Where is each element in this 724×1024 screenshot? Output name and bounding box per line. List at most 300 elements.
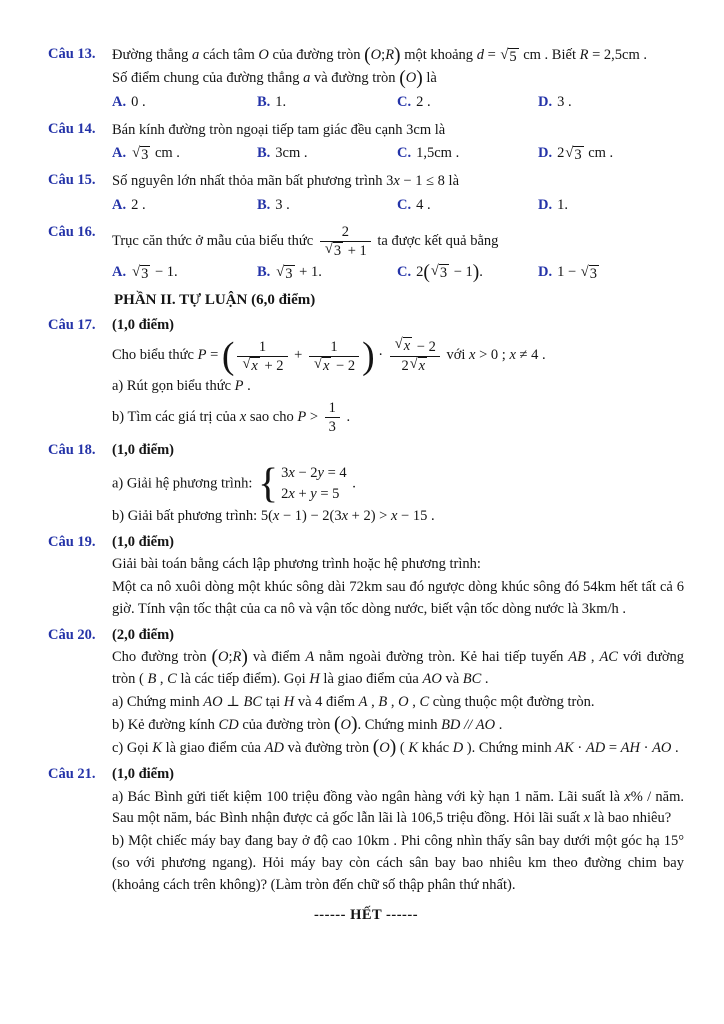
question-16: [48, 222, 684, 286]
text-run: + 2) >: [348, 507, 391, 524]
denominator: [309, 357, 359, 375]
answer-option: [538, 92, 684, 114]
question-label: Câu 21.: [48, 765, 96, 782]
paren-content: [430, 262, 473, 284]
text-run: 3: [333, 242, 342, 259]
sqrt-sign: √: [276, 264, 285, 281]
text-run: và đường tròn: [310, 70, 400, 87]
sqrt-sign: √: [430, 262, 439, 279]
question-points: (1,0 điểm): [112, 765, 175, 782]
question-15: [48, 170, 684, 219]
text-run: Số nguyên lớn nhất thỏa mãn bất phương trình 3: [112, 173, 394, 190]
option-letter: D.: [538, 196, 553, 213]
text-run: Cho biểu thức: [112, 347, 198, 364]
text-run: 2 .: [416, 93, 431, 110]
text-run: ≠ 4 .: [515, 347, 546, 364]
text-run: Bán kính đường tròn ngoại tiếp tam giác đều cạnh 3cm là: [112, 121, 446, 138]
paren-group: [373, 738, 397, 760]
text-run: +: [290, 347, 306, 364]
paren-group: [423, 262, 479, 284]
question-body: [112, 315, 684, 438]
fraction: [237, 338, 287, 376]
open-paren: (: [364, 44, 371, 66]
answer-option: [397, 143, 538, 165]
text-run: 3: [285, 266, 293, 283]
math-variable: AO: [475, 717, 496, 734]
text-run: với đường tròn (: [112, 649, 688, 688]
text-run: tại: [262, 694, 284, 711]
text-run: .: [479, 264, 483, 281]
question-paragraph: [112, 335, 684, 378]
text-run: 3: [281, 464, 289, 481]
sqrt-sign: √: [409, 355, 418, 372]
question-paragraph: [112, 460, 684, 507]
answer-option: [257, 195, 397, 217]
math-variable: x: [583, 810, 591, 827]
text-run: Cho đường tròn: [112, 649, 212, 666]
question-17: [48, 315, 684, 438]
text-run: 1,5cm .: [416, 145, 460, 162]
close-paren: ): [389, 737, 397, 759]
math-variable: R: [385, 47, 395, 63]
math-variable: C: [167, 671, 177, 688]
question-line: [112, 120, 684, 142]
text-run: % / năm. Sau một năm, bác Bình nhận được cả gốc lẫn lãi là 106,5 triệu đồng. Hỏi lãi suất: [112, 788, 688, 827]
question-paragraph: [112, 399, 684, 436]
text-run: =: [206, 347, 222, 364]
text-run: của đường tròn: [238, 717, 334, 734]
denominator: [325, 418, 340, 436]
end-marker: ------ HẾT ------: [313, 907, 419, 924]
text-run: + 1: [344, 243, 367, 260]
sqrt-sign: √: [313, 355, 322, 372]
math-variable: x: [509, 347, 516, 364]
question-20: [48, 625, 688, 761]
question-paragraph: [112, 692, 684, 714]
question-line: [112, 223, 684, 261]
math-variable: A: [358, 694, 368, 711]
text-run: 1.: [275, 93, 287, 110]
text-run: − 1: [450, 264, 473, 281]
text-run: .: [481, 671, 489, 688]
paren-group: [334, 715, 358, 737]
text-run: c) Gọi: [112, 740, 153, 757]
radicand: [140, 265, 150, 283]
question-label: Câu 16.: [48, 223, 96, 240]
math-variable: x: [393, 173, 400, 190]
paren-content: [406, 68, 416, 90]
text-run: 3: [589, 266, 598, 283]
math-variable: a: [303, 70, 311, 87]
question-paragraph: [112, 715, 684, 737]
radical: [410, 357, 427, 375]
text-run: a) Chứng minh: [112, 694, 204, 711]
paren-content: [379, 738, 389, 760]
question-label: Câu 14.: [48, 120, 96, 137]
text-run: là giao điểm của: [161, 740, 265, 757]
option-letter: A.: [112, 264, 127, 281]
close-paren: ): [394, 44, 401, 66]
numerator: [309, 338, 359, 357]
question-body: [112, 44, 684, 116]
close-paren: ): [241, 646, 248, 668]
option-letter: C.: [397, 264, 412, 281]
text-run: cm . Biết: [519, 47, 580, 64]
option-letter: B.: [257, 93, 271, 110]
numerator: [325, 399, 340, 418]
fraction: [320, 223, 371, 261]
math-variable: y: [310, 485, 317, 502]
text-run: = 4: [323, 464, 347, 481]
text-run: a) Bác Bình gửi tiết kiệm 100 triệu đồng vào ngân hàng với kỳ hạn 1 năm. Lãi suất là: [112, 788, 625, 805]
math-variable: d: [476, 47, 484, 64]
text-run: ·: [374, 347, 387, 364]
text-run: nằm ngoài đường tròn. Kẻ hai tiếp tuyến: [314, 649, 569, 666]
text-run: là bao nhiêu?: [590, 810, 672, 827]
math-variable: x: [288, 485, 295, 502]
text-run: 2: [341, 223, 349, 240]
question-body: [112, 170, 684, 219]
options-row: [112, 92, 684, 114]
sqrt-sign: √: [132, 145, 141, 162]
question-body: [112, 440, 684, 529]
math-variable: x: [341, 507, 349, 524]
question-19: [48, 532, 688, 622]
paren-group: [399, 68, 423, 90]
text-run: là: [422, 70, 437, 87]
text-run: ;: [381, 47, 386, 63]
system-rows: [281, 463, 347, 505]
text-run: − 2: [413, 338, 436, 355]
question-label: Câu 17.: [48, 316, 96, 333]
text-run: ·: [573, 740, 586, 757]
close-paren: ): [416, 67, 423, 89]
text-run: .: [671, 740, 679, 757]
answer-option: [397, 195, 538, 217]
math-variable: P: [234, 378, 244, 395]
question-14: [48, 119, 684, 168]
question-body: [112, 625, 688, 761]
question-body: [112, 119, 684, 168]
math-variable: y: [317, 464, 324, 481]
question-paragraph: [112, 376, 684, 398]
radical: [565, 146, 583, 164]
answer-option: [538, 143, 684, 165]
math-variable: a: [191, 47, 200, 64]
radicand: [573, 146, 583, 164]
close-paren: ): [350, 714, 358, 736]
open-paren: (: [211, 646, 219, 668]
question-21: [48, 764, 688, 898]
math-variable: O: [398, 694, 409, 711]
math-variable: x: [469, 347, 476, 364]
option-letter: D.: [538, 145, 553, 162]
text-run: cm .: [584, 145, 614, 162]
answer-option: [257, 92, 397, 114]
text-run: =: [605, 740, 621, 757]
option-letter: A.: [112, 196, 127, 213]
question-label: Câu 20.: [48, 626, 96, 643]
answer-option: [538, 195, 684, 217]
question-paragraph: [112, 738, 684, 760]
radicand: [140, 146, 150, 164]
radicand: [250, 357, 259, 375]
denominator: [320, 242, 371, 260]
text-run: 2: [557, 145, 565, 162]
text-run: 2: [401, 358, 409, 375]
section-heading: PHẦN II. TỰ LUẬN (6,0 điểm): [114, 292, 316, 309]
math-variable: O: [218, 649, 229, 666]
text-run: và đường tròn: [283, 740, 373, 757]
text-run: .: [348, 475, 356, 492]
answer-option: [112, 262, 257, 284]
answer-option: [112, 92, 257, 114]
math-variable: CD: [218, 717, 239, 734]
sqrt-sign: √: [500, 47, 509, 64]
text-run: 3: [439, 264, 448, 281]
text-run: cách tâm: [199, 47, 259, 64]
text-run: 3 .: [557, 93, 572, 110]
text-run: ). Chứng minh: [463, 740, 556, 757]
radical: [132, 146, 150, 164]
text-run: ,: [367, 694, 379, 711]
text-run: a) Giải hệ phương trình:: [112, 475, 256, 492]
text-run: = 2,5cm .: [588, 47, 647, 64]
text-run: cùng thuộc một đường tròn.: [429, 694, 595, 711]
text-run: − 15 .: [397, 507, 435, 524]
radical: [500, 48, 518, 66]
text-run: − 2: [332, 357, 356, 374]
option-letter: B.: [257, 196, 271, 213]
math-variable: BC: [243, 694, 262, 711]
question-paragraph: [112, 787, 688, 831]
question-paragraph: [112, 577, 688, 621]
question-label: Câu 13.: [48, 46, 96, 62]
math-variable: x: [418, 357, 426, 374]
text-run: = 5: [316, 485, 340, 502]
exam-document: [48, 44, 688, 927]
radicand: [403, 337, 412, 355]
math-variable: O: [379, 739, 390, 756]
math-variable: P: [197, 347, 207, 364]
numerator: [237, 338, 287, 357]
system-brace: {: [257, 460, 279, 507]
math-variable: O: [405, 69, 417, 86]
text-run: 2: [416, 264, 424, 281]
open-paren: (: [399, 67, 406, 89]
text-run: >: [306, 408, 322, 425]
answer-option: [257, 262, 397, 284]
text-run: .: [243, 378, 251, 395]
text-run: một khoảng: [400, 47, 477, 64]
text-run: b) Tìm các giá trị của: [112, 408, 240, 425]
math-variable: AK: [555, 740, 574, 757]
text-run: − 1 ≤ 8 là: [399, 173, 460, 190]
math-variable: BD: [441, 717, 461, 734]
close-paren: ): [362, 335, 375, 378]
math-variable: AH: [620, 740, 640, 757]
math-variable: R: [232, 649, 242, 666]
text-run: . Chứng minh: [357, 717, 442, 734]
text-run: − 2: [294, 464, 318, 481]
math-variable: AO: [422, 671, 442, 688]
math-variable: x: [239, 408, 247, 425]
option-letter: D.: [538, 264, 553, 281]
text-run: − 1.: [151, 264, 178, 281]
math-variable: //: [464, 717, 473, 734]
denominator: [390, 357, 440, 375]
radical: [314, 357, 331, 375]
text-run: và 4 điểm: [294, 694, 359, 711]
text-run: ,: [586, 649, 600, 666]
open-paren: (: [372, 737, 380, 759]
math-variable: D: [452, 740, 464, 757]
option-letter: B.: [257, 264, 271, 281]
question-paragraph: [112, 646, 688, 691]
text-run: b) Giải bất phương trình: 5(: [112, 507, 273, 524]
paren-content: [234, 338, 362, 376]
text-run: 2: [281, 485, 289, 502]
text-run: Trục căn thức ở mẫu của biểu thức: [112, 232, 317, 249]
math-variable: AD: [585, 740, 606, 757]
sqrt-sign: √: [394, 336, 403, 353]
answer-option: [397, 92, 538, 114]
text-run: cm .: [151, 145, 180, 162]
text-run: và điểm: [247, 649, 306, 666]
math-variable: B: [378, 694, 388, 711]
text-run: 4 .: [416, 196, 431, 213]
sqrt-sign: √: [565, 145, 574, 162]
question-18: [48, 440, 684, 529]
text-run: 3: [574, 147, 582, 164]
text-run: + 2: [260, 357, 284, 374]
paren-group: [364, 45, 400, 67]
radical: [325, 242, 343, 260]
text-run: .: [342, 408, 351, 425]
question-points: (1,0 điểm): [112, 442, 175, 459]
question-label: Câu 15.: [48, 172, 96, 189]
answer-option: [112, 143, 257, 165]
question-paragraph: [112, 831, 688, 896]
text-run: 3cm .: [275, 145, 308, 162]
text-run: 1 −: [557, 264, 580, 281]
text-run: (: [396, 740, 409, 757]
radical: [132, 265, 150, 283]
paren-content: [340, 715, 350, 737]
text-run: ,: [408, 694, 420, 711]
radical: [431, 264, 449, 282]
question-points: (1,0 điểm): [112, 533, 175, 550]
question-label: Câu 18.: [48, 442, 96, 459]
question-line: [112, 171, 684, 193]
paren-content: [371, 45, 394, 67]
math-variable: C: [419, 694, 430, 711]
question-points: (2,0 điểm): [112, 626, 175, 643]
option-letter: C.: [397, 145, 412, 162]
close-paren: ): [472, 261, 480, 283]
question-paragraph: [112, 554, 684, 576]
text-run: 3 .: [275, 196, 290, 213]
open-paren: (: [333, 714, 341, 736]
question-body: [112, 532, 688, 622]
math-variable: x: [322, 357, 330, 374]
sqrt-sign: √: [242, 355, 251, 372]
text-run: của đường tròn: [268, 47, 365, 64]
option-letter: A.: [112, 93, 127, 110]
text-run: ta được kết quả bằng: [373, 232, 499, 249]
sqrt-sign: √: [324, 240, 333, 257]
numerator: [320, 223, 371, 242]
radical: [276, 265, 294, 283]
math-variable: H: [309, 671, 320, 688]
sqrt-sign: √: [580, 264, 589, 281]
numerator: [390, 337, 440, 356]
option-letter: D.: [538, 93, 553, 110]
answer-option: [257, 143, 397, 165]
radicand: [508, 48, 518, 66]
text-run: ·: [639, 740, 653, 757]
math-variable: x: [403, 338, 411, 355]
math-variable: A: [305, 649, 315, 666]
text-run: Giải bài toán bằng cách lập phương trình hoặc hệ phương trình:: [112, 556, 481, 573]
question-13: [48, 44, 684, 116]
math-variable: K: [408, 740, 419, 757]
system-equation: [281, 484, 347, 505]
text-run: 1: [330, 338, 338, 355]
question-line: [112, 45, 684, 67]
math-variable: K: [152, 740, 162, 757]
paren-group: [221, 335, 375, 378]
math-variable: AB: [568, 649, 587, 666]
radical: [395, 337, 412, 355]
text-run: ;: [228, 649, 233, 666]
math-variable: O: [370, 47, 382, 63]
math-variable: R: [579, 47, 589, 64]
text-run: 1.: [557, 196, 568, 213]
radical: [242, 357, 259, 375]
text-run: − 1) − 2(3: [279, 507, 342, 524]
option-letter: C.: [397, 93, 412, 110]
options-row: [112, 195, 684, 217]
math-variable: H: [283, 694, 295, 711]
text-run: khác: [418, 740, 453, 757]
text-run: 1: [258, 338, 267, 355]
fraction: [325, 399, 340, 436]
text-run: 0 .: [131, 93, 146, 110]
math-variable: x: [624, 788, 631, 805]
text-run: > 0 ;: [475, 347, 510, 364]
open-paren: (: [221, 335, 235, 378]
text-run: +: [294, 485, 311, 502]
options-row: [112, 262, 684, 284]
text-run: 3: [141, 147, 149, 164]
text-run: + 1.: [295, 264, 322, 281]
text-run: 2 .: [131, 196, 146, 213]
text-run: Số điểm chung của đường thẳng: [112, 70, 304, 87]
text-run: a) Rút gọn biểu thức: [112, 378, 235, 395]
paren-content: [218, 647, 241, 669]
option-letter: C.: [397, 196, 412, 213]
math-variable: O: [340, 716, 351, 733]
text-run: và: [441, 671, 463, 688]
question-line: [112, 68, 684, 90]
math-variable: AO: [203, 694, 223, 711]
text-run: 5: [509, 49, 517, 66]
question-label: Câu 19.: [48, 533, 96, 550]
math-variable: AD: [264, 740, 284, 757]
text-run: Một ca nô xuôi dòng một khúc sông dài 72km sau đó ngược dòng khúc sông đó 54km hết tất cả 6 giờ. Tính vận tốc thật của ca nô và vận tốc dòng nước, biết vận tốc dòng nước là 3km/h .: [112, 579, 688, 617]
sqrt-sign: √: [132, 264, 141, 281]
